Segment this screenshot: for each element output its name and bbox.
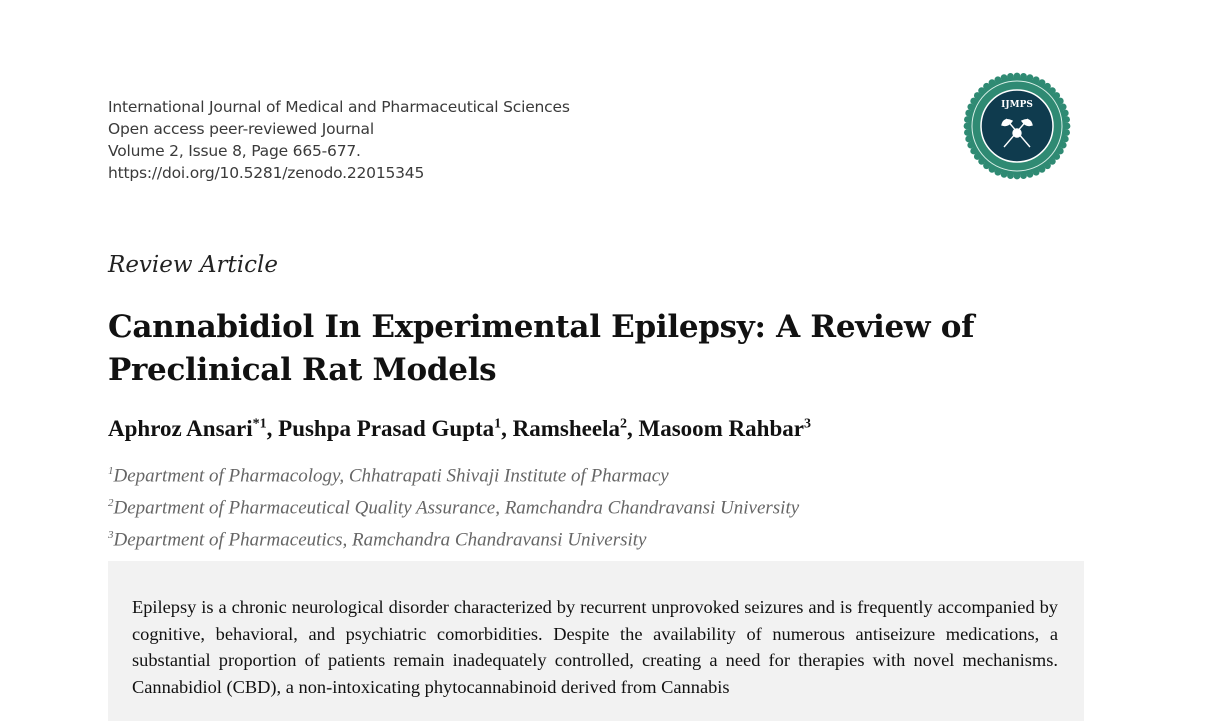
affiliation-item [108,490,799,522]
author-separator: , [266,416,279,441]
affiliation-text: Department of Pharmacology, Chhatrapati Shivaji Institute of Pharmacy [113,465,669,487]
journal-volume: Volume 2, Issue 8, Page 665-677. [108,142,361,160]
journal-access: Open access peer-reviewed Journal [108,120,374,138]
author-list [108,416,811,442]
abstract-text: Epilepsy is a chronic neurological disorder characterized by recurrent unprovoked seizures and is frequently accompanied by cognitive, behavioral, and psychiatric comorbidities. Despite the availability of numerous antiseizure medications, a substantial proportion of patients remain inadequately controlled, creating a need for therapies with novel mechanisms. Cannabidiol (CBD), a non-intoxicating phytocannabinoid derived from Cannabis [132,597,1058,697]
article-type: Review Article [108,252,278,278]
author-affiliation-marker: *1 [252,416,267,432]
affiliation-list [108,458,799,553]
author-affiliation-marker: 2 [619,416,627,432]
affiliation-text: Department of Pharmaceutics, Ramchandra Chandravansi University [113,528,647,550]
journal-name: International Journal of Medical and Pharmaceutical Sciences [108,98,570,116]
author-name: Ramsheela [512,416,620,441]
journal-logo [962,71,1072,181]
author-affiliation-marker: 3 [803,416,811,432]
affiliation-item [108,458,799,490]
author-name: Pushpa Prasad Gupta [278,416,495,441]
affiliation-number: 3 [108,528,114,541]
journal-info [108,96,570,184]
abstract-box [108,561,1084,721]
affiliation-item [108,522,799,554]
author-name: Masoom Rahbar [638,416,804,441]
journal-seal-icon [962,71,1072,181]
journal-doi[interactable]: https://doi.org/10.5281/zenodo.22015345 [108,164,425,182]
affiliation-number: 1 [108,465,114,477]
author-separator: , [626,416,639,441]
author-name: Aphroz Ansari [108,416,253,441]
author-affiliation-marker: 1 [494,416,502,432]
paper-title: Cannabidiol In Experimental Epilepsy: A Review of Preclinical Rat Models [108,309,975,388]
author-separator: , [501,416,513,441]
affiliation-text: Department of Pharmaceutical Quality Assurance, Ramchandra Chandravansi University [113,497,800,519]
affiliation-number: 2 [108,496,114,509]
logo-text: IJMPS [1001,100,1033,110]
